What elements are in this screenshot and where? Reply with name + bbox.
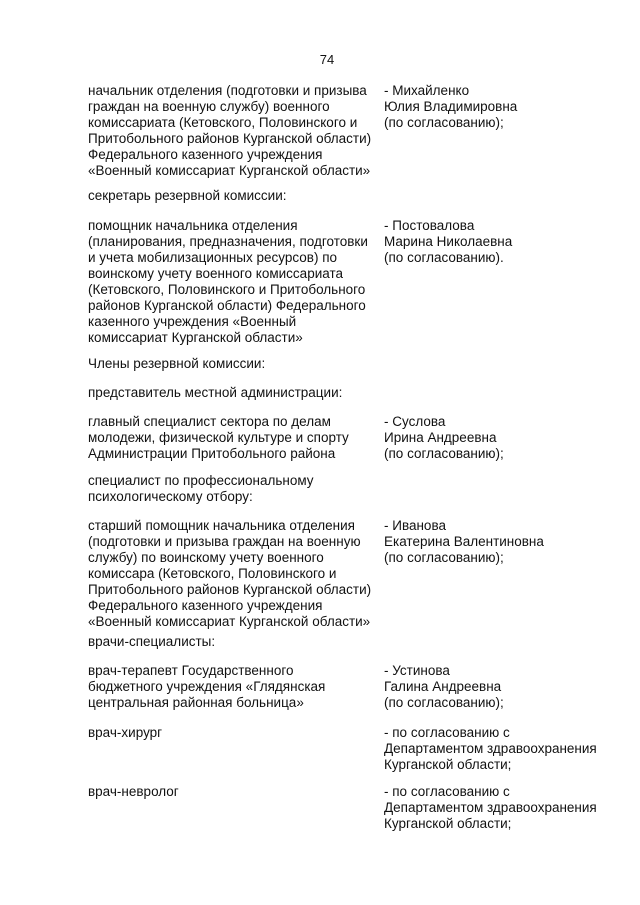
position-neurologist: врач-невролог [88, 784, 179, 799]
person-postovalova: - Постовалова Марина Николаевна (по согласованию). [384, 218, 513, 265]
heading-secretary: секретарь резервной комиссии: [88, 188, 287, 203]
position-chief-specialist: главный специалист сектора по делам молодежи, физической культуре и спорту Администрации Притобольного района [88, 414, 349, 461]
person-mikhailenko: - Михайленко Юлия Владимировна (по согласованию); [384, 83, 518, 130]
position-head-of-department: начальник отделения (подготовки и призыва граждан на военную службу) военного комиссариата (Кетовского, Половинского и Притобольного районов Курганской области) Федерального казенного учреждения «Военный комиссариат Курганской области» [88, 83, 372, 178]
person-ivanova: - Иванова Екатерина Валентиновна (по согласованию); [384, 518, 544, 565]
heading-psych-selection: специалист по профессиональному психологическому отбору: [88, 473, 314, 504]
position-therapist: врач-терапевт Государственного бюджетного учреждения «Глядянская центральная районная больница» [88, 663, 326, 710]
surgeon-agreement: - по согласованию с Департаментом здравоохранения Курганской области; [384, 725, 597, 772]
neurologist-agreement: - по согласованию с Департаментом здравоохранения Курганской области; [384, 784, 597, 831]
heading-doctors: врачи-специалисты: [88, 634, 216, 649]
heading-members: Члены резервной комиссии: [88, 356, 266, 371]
heading-local-admin: представитель местной администрации: [88, 385, 343, 400]
person-ustinova: - Устинова Галина Андреевна (по согласованию); [384, 663, 504, 710]
position-assistant-head: помощник начальника отделения (планирования, предназначения, подготовки и учета мобилизационных ресурсов) по воинскому учету военного комиссариата (Кетовского, Половинского и Притобольного районов Курганской области) Федерального казенного учреждения «Военный комиссариат Курганской области» [88, 218, 368, 345]
person-suslova: - Суслова Ирина Андреевна (по согласованию); [384, 414, 504, 461]
page-number: 74 [319, 52, 335, 67]
position-surgeon: врач-хирург [88, 725, 163, 740]
position-senior-assistant: старший помощник начальника отделения (подготовки и призыва граждан на военную службу) по воинскому учету военного комиссара (Кетовского, Половинского и Притобольного районов Курганской области) Федерального казенного учреждения «Военный комиссариат Курганской области» [88, 518, 372, 629]
